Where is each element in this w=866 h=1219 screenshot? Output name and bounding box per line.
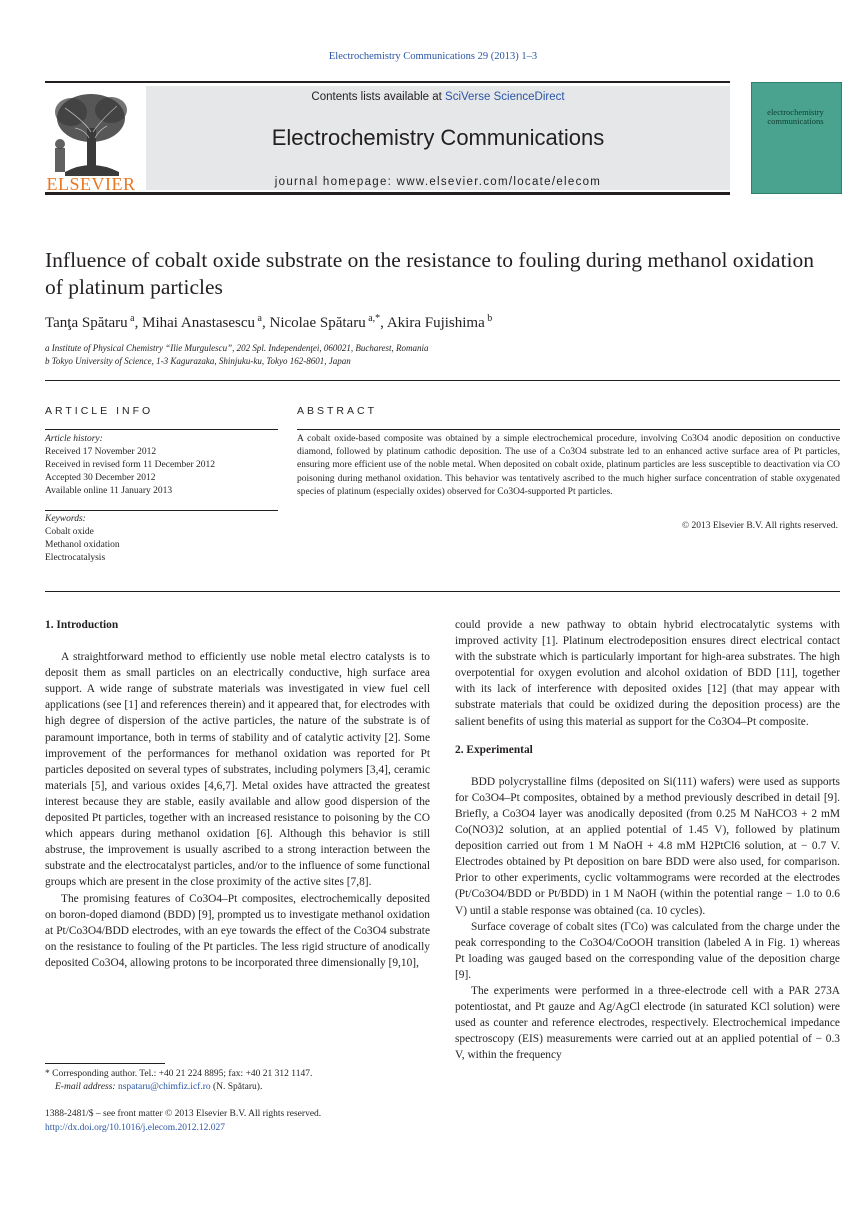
divider — [297, 429, 840, 430]
affiliation-a: a Institute of Physical Chemistry “Ilie Murgulescu”, 202 Spl. Independenţei, 060021, Bucharest, Romania — [45, 343, 429, 353]
author-name: Akira Fujishima — [386, 315, 485, 331]
author-name: Mihai Anastasescu — [142, 315, 256, 331]
paragraph: could provide a new pathway to obtain hybrid electrocatalytic systems with improved activity [1]. Platinum electrodeposition ensures direct electrical contact with the substrate which is particularly important for high-area substrates. The high overpotential for oxygen evolution and alcohol oxidation of BDD [11], together with its lack of interference with deposited oxides [12] (that may appear with substrate materials that could be oxidized during the deposition process) are the salient benefits of using this material as support for the Co3O4–Pt composite. — [455, 619, 840, 728]
email-label: E-mail address: — [55, 1082, 118, 1092]
keyword: Methanol oxidation — [45, 540, 120, 550]
author-name: Tanţa Spătaru — [45, 315, 128, 331]
author-sup[interactable]: b — [484, 313, 493, 324]
contents-prefix: Contents lists available at — [311, 91, 446, 103]
front-matter — [45, 1108, 430, 1135]
cover-title: electrochemistry communications — [767, 107, 824, 126]
corresponding-author-note: * Corresponding author. Tel.: +40 21 224 8895; fax: +40 21 312 1147. — [45, 1069, 313, 1079]
sciencedirect-link[interactable]: SciVerse ScienceDirect — [445, 91, 565, 103]
history-item: Accepted 30 December 2012 — [45, 473, 156, 483]
article-history — [45, 433, 278, 498]
email-link[interactable]: nspataru@chimfiz.icf.ro — [117, 1082, 211, 1092]
body-column-right — [455, 617, 840, 1063]
body-column-left — [45, 617, 430, 971]
abstract-text: A cobalt oxide-based composite was obtained by a simple electrochemical procedure, involving Co3O4 anodic deposition on conductive diamond, followed by platinum cathodic deposition. The use of a Co3O4 substrate led to an enhanced active surface area of Pt particles, ensuring more efficient use of the noble metal. When deposited on cobalt oxide, platinum particles are less susceptible to deactivation via CO poisoning during methanol oxidation. This behavior was tentatively ascribed to the much higher surface concentration of stable oxygenated species of platinum (especially oxides) observed for Co3O4-supported Pt particles. — [297, 434, 840, 497]
elsevier-wordmark: ELSEVIER — [46, 174, 136, 194]
contents-line — [146, 91, 730, 103]
header-rule-top — [45, 81, 730, 83]
history-label: Article history: — [45, 434, 103, 444]
footnote-rule — [45, 1063, 165, 1064]
author-name: Nicolae Spătaru — [269, 315, 366, 331]
paragraph: A straightforward method to efficiently use noble metal electro catalysts is to deposit them as small particles on an electrically conductive, high surface area support. A wide range of substrate materials was investigated in view fuel cell applications (see [1] and references therein) and it appeared that, for electrodes with high degree of dispersion of the active particles, the nature of the substrate is of paramount importance, both in terms of stability and of catalytic activity [2]. Some improvement of the performances for methanol oxidation was reported for Pt particles deposited on several types of substrates, including polymers [3,4], ceramic materials [5], and various oxides [4,6,7]. Metal oxides have attracted the greatest interest because they are stable, easily available and allow good dispersion of the deposited Pt particles, together with an increased resistance to poisoning by the CO which appears during methanol oxidation [6]. Although this behavior is still abstruse, the improvement is usually ascribed to a strong interaction between the substrate and the electrocatalyst particles, and/or to the influence of some functional groups which are present in the close proximity of the active sites [7,8]. — [45, 651, 430, 889]
divider — [45, 510, 278, 511]
paragraph: BDD polycrystalline films (deposited on Si(111) wafers) were used as supports for Co3O4–Pt composites, obtained by a method previously described in detail [9]. Briefly, a Co3O4 layer was anodically deposited (from 0.25 M NaHCO3 + 2 mM Co(NO3)2 solution, at an applied potential of 1.45 V), followed by platinum deposition carried out from 1 M NaOH + 4.8 mM H2PtCl6 solution, at − 0.7 V. Electrodes obtained by Pt deposition on bare BDD were also used, for comparison. Prior to other experiments, cyclic voltammograms were recorded at the electrodes (Pt/Co3O4/BDD or Pt/BDD) in 1 M NaOH (within the potential range − 1.0 to 0.6 V) until a stable response was obtained (ca. 10 cycles). — [455, 775, 840, 917]
section-heading-experimental: 2. Experimental — [455, 743, 533, 756]
author-sup[interactable]: a — [127, 313, 135, 324]
author-sup[interactable]: a — [255, 313, 262, 324]
keywords-label: Keywords: — [45, 514, 86, 524]
author-sup[interactable]: a,* — [365, 313, 381, 324]
author-list: Tanţa Spătaru $^a$, Mihai Anastasescu $^a$, Nicolae Spătaru $^{a,*}$, Akira Fujishima $^b$ — [45, 313, 493, 331]
paragraph: The experiments were performed in a three-electrode cell with a PAR 273A potentiostat, and Pt gauze and Ag/AgCl electrode (in saturated KCl solution) were used as counter and reference electrodes, respectively. Electrochemical impedance spectroscopy (EIS) measurements were carried out at an applied potential of − 0.3 V, within the frequency — [455, 984, 840, 1062]
keyword: Cobalt oxide — [45, 527, 94, 537]
section-heading-introduction: 1. Introduction — [45, 619, 119, 631]
email-suffix: (N. Spătaru). — [210, 1082, 263, 1092]
journal-citation[interactable]: Electrochemistry Communications 29 (2013) 1–3 — [328, 51, 538, 62]
footnote — [45, 1068, 430, 1094]
doi-link[interactable]: http://dx.doi.org/10.1016/j.elecom.2012.12.027 — [45, 1122, 226, 1133]
journal-homepage[interactable]: journal homepage: www.elsevier.com/locate/elecom — [274, 176, 602, 188]
keyword: Electrocatalysis — [45, 553, 106, 563]
paragraph: Surface coverage of cobalt sites (ΓCo) was calculated from the charge under the peak corresponding to the Co3O4/CoOOH transition (labeled A in Fig. 1) whereas Pt loading was gauged based on the corresponding value of the deposition charge [9]. — [455, 920, 840, 981]
history-item: Available online 11 January 2013 — [45, 486, 173, 496]
article-info-heading: ARTICLE INFO — [45, 405, 154, 417]
abstract-heading: ABSTRACT — [297, 405, 378, 417]
affiliation-b: b Tokyo University of Science, 1-3 Kagurazaka, Shinjuku-ku, Tokyo 162-8601, Japan — [45, 356, 351, 366]
keywords — [45, 513, 278, 565]
abstract-copyright: © 2013 Elsevier B.V. All rights reserved. — [681, 521, 838, 531]
history-item: Received in revised form 11 December 2012 — [45, 460, 216, 470]
article-title: Influence of cobalt oxide substrate on the resistance to fouling during methanol oxidation of platinum particles — [45, 248, 815, 299]
divider — [45, 429, 278, 430]
history-item: Received 17 November 2012 — [45, 447, 157, 457]
paragraph: The promising features of Co3O4–Pt composites, electrochemically deposited on boron-doped diamond (BDD) [9], prompted us to investigate methanol oxidation at Pt/Co3O4/BDD electrodes, with an eye towards the effect of the Co3O4 substrate on the resistance to fouling of the Pt particles. The less rigid structure of anodically deposited Co3O4, allowing protons to be incorporated three dimensionally [9,10], — [45, 892, 430, 969]
journal-cover-thumbnail[interactable] — [751, 82, 842, 194]
divider — [45, 380, 840, 381]
divider — [45, 591, 840, 592]
header-rule-bottom — [45, 192, 730, 195]
email-line — [45, 1081, 430, 1094]
journal-name: Electrochemistry Communications — [271, 125, 605, 150]
issn-line: 1388-2481/$ – see front matter © 2013 Elsevier B.V. All rights reserved. — [45, 1109, 322, 1119]
